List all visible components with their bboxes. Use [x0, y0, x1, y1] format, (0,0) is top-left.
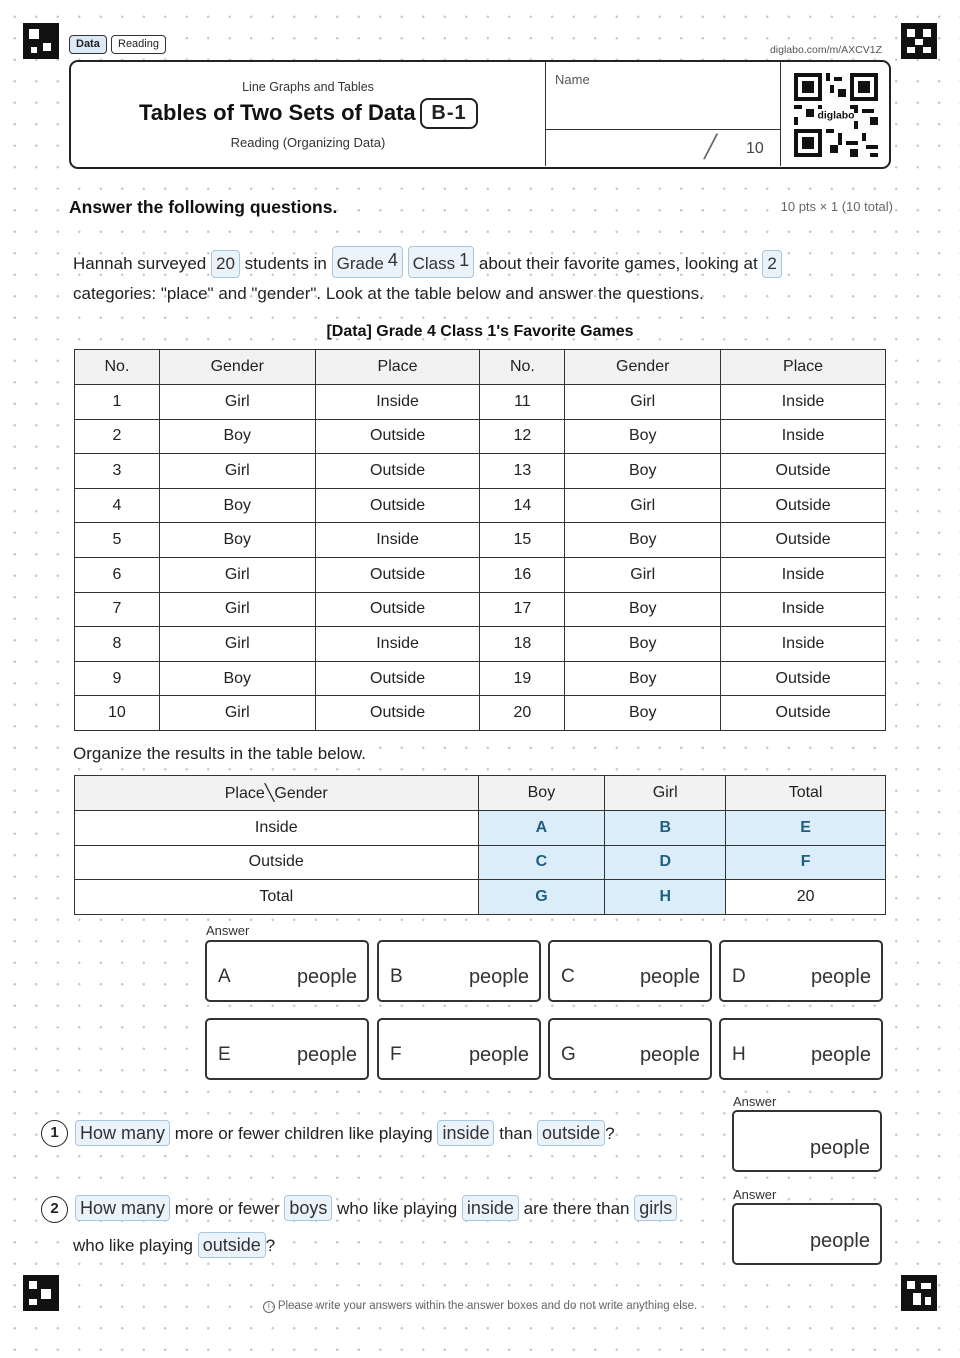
answer-box-d[interactable] [719, 940, 883, 1002]
intro-line-2: categories: "place" and "gender". Look at the table below and answer the questions. [73, 284, 704, 303]
intro-text: students in [244, 254, 327, 273]
table-row [75, 488, 886, 523]
answer-box-c[interactable] [548, 940, 712, 1002]
data-table [74, 349, 886, 731]
cell-place: Outside [721, 523, 886, 558]
qr-code-icon [794, 73, 878, 157]
cell-place: Inside [315, 627, 480, 662]
how-many-box: How many [75, 1195, 170, 1221]
col-header-gender: Gender [565, 350, 721, 385]
worksheet-header [69, 60, 891, 169]
intro-line-1 [73, 246, 782, 278]
cell-no: 9 [75, 661, 160, 696]
question-mark: ? [265, 1236, 276, 1255]
outside-box: outside [537, 1120, 605, 1146]
answer-box-letter: F [390, 1044, 402, 1065]
summary-cell-e: E [726, 811, 886, 846]
summary-row-label: Total [75, 880, 479, 915]
organize-instruction: Organize the results in the table below. [73, 744, 366, 763]
svg-text:diglabo: diglabo [817, 110, 855, 122]
score-slash: ╱ [704, 134, 718, 159]
cell-place: Outside [315, 419, 480, 454]
worksheet-category: Reading (Organizing Data) [230, 135, 386, 150]
summary-header-total: Total [726, 776, 886, 811]
summary-row-total [75, 880, 886, 915]
answer-box-e[interactable] [205, 1018, 369, 1080]
cell-place: Inside [721, 419, 886, 454]
cell-gender: Girl [159, 627, 315, 662]
cell-no: 20 [480, 696, 565, 731]
cell-no: 17 [480, 592, 565, 627]
cell-place: Outside [315, 592, 480, 627]
summary-row-outside [75, 845, 886, 880]
score-max: 10 [746, 140, 764, 157]
question-text: who like playing [73, 1236, 194, 1255]
table-row [75, 523, 886, 558]
cell-gender: Boy [565, 696, 721, 731]
answer-unit: people [296, 1044, 357, 1066]
cell-no: 10 [75, 696, 160, 731]
cell-place: Outside [315, 454, 480, 489]
name-score-area [545, 62, 781, 166]
summary-row-label: Outside [75, 845, 479, 880]
cell-no: 19 [480, 661, 565, 696]
question-2-text-line-1 [75, 1195, 677, 1221]
answer-unit: people [468, 966, 529, 988]
question-text: who like playing [337, 1199, 458, 1218]
answer-box-letter: A [218, 966, 231, 987]
cell-gender: Boy [565, 661, 721, 696]
table-row [75, 385, 886, 420]
cell-gender: Boy [159, 523, 315, 558]
table-row [75, 661, 886, 696]
cell-gender: Boy [565, 419, 721, 454]
intro-text: about their favorite games, looking at [478, 254, 758, 273]
answer-box-h[interactable] [719, 1018, 883, 1080]
inside-box: inside [462, 1195, 519, 1221]
cell-gender: Boy [565, 592, 721, 627]
table-row [75, 592, 886, 627]
answer-label: Answer [206, 923, 250, 938]
corner-marker-top-left [23, 23, 59, 59]
footer-text: Please write your answers within the answer boxes and do not write anything else. [277, 1300, 698, 1312]
table-row [75, 557, 886, 592]
cell-no: 13 [480, 454, 565, 489]
answer-box-letter: G [561, 1044, 576, 1065]
answer-unit: people [809, 1230, 870, 1252]
summary-row-inside [75, 811, 886, 846]
cell-gender: Girl [159, 454, 315, 489]
intro-text: Hannah surveyed [73, 254, 207, 273]
answer-box-a[interactable] [205, 940, 369, 1002]
tag-data[interactable]: Data [69, 35, 107, 54]
summary-cell-g: G [478, 880, 605, 915]
answer-unit: people [468, 1044, 529, 1066]
col-header-no: No. [480, 350, 565, 385]
cell-gender: Girl [565, 557, 721, 592]
cell-place: Inside [315, 385, 480, 420]
answer-box-letter: D [732, 966, 746, 987]
how-many-box: How many [75, 1120, 170, 1146]
cell-place: Inside [721, 557, 886, 592]
answer-box-letter: H [732, 1044, 746, 1065]
summary-cell-c: C [478, 845, 605, 880]
cell-no: 7 [75, 592, 160, 627]
cell-no: 8 [75, 627, 160, 662]
categories-count-box: 2 [762, 250, 781, 278]
corner-marker-top-right [901, 23, 937, 59]
data-table-caption: [Data] Grade 4 Class 1's Favorite Games [326, 323, 634, 340]
cell-place: Outside [315, 661, 480, 696]
cell-place: Inside [721, 627, 886, 662]
instructions-heading: Answer the following questions. [69, 197, 338, 217]
cell-no: 15 [480, 523, 565, 558]
table-row [75, 627, 886, 662]
footer-note [0, 1300, 960, 1313]
cell-gender: Girl [159, 696, 315, 731]
cell-place: Outside [721, 454, 886, 489]
cell-gender: Girl [159, 592, 315, 627]
table-row [75, 454, 886, 489]
q2-answer-box[interactable] [732, 1203, 882, 1265]
cell-place: Outside [721, 488, 886, 523]
summary-cell-d: D [605, 845, 726, 880]
summary-cell-f: F [726, 845, 886, 880]
cell-no: 6 [75, 557, 160, 592]
summary-table [74, 775, 886, 915]
col-header-gender: Gender [159, 350, 315, 385]
answer-unit: people [810, 1044, 871, 1066]
col-header-no: No. [75, 350, 160, 385]
summary-cell-b: B [605, 811, 726, 846]
answer-box-f[interactable] [377, 1018, 541, 1080]
answer-box-letter: B [390, 966, 403, 987]
cell-no: 2 [75, 419, 160, 454]
worksheet-title: Tables of Two Sets of Data [139, 100, 416, 125]
cell-no: 12 [480, 419, 565, 454]
answer-box-g[interactable] [548, 1018, 712, 1080]
cell-gender: Boy [565, 523, 721, 558]
answer-unit: people [639, 1044, 700, 1066]
question-1-number: 1 [41, 1120, 68, 1147]
points-info: 10 pts × 1 (10 total) [780, 199, 893, 214]
info-icon: ! [263, 1301, 275, 1313]
cell-gender: Girl [565, 488, 721, 523]
students-count-box: 20 [211, 250, 240, 278]
cell-gender: Boy [159, 661, 315, 696]
col-header-place: Place [721, 350, 886, 385]
q1-answer-box[interactable] [732, 1110, 882, 1172]
cell-place: Inside [315, 523, 480, 558]
q2-answer-label: Answer [733, 1187, 777, 1202]
cell-gender: Girl [565, 385, 721, 420]
inside-box: inside [437, 1120, 494, 1146]
answer-box-letter: C [561, 966, 575, 987]
summary-cell-a: A [478, 811, 605, 846]
question-text: than [499, 1124, 533, 1143]
cell-place: Outside [315, 557, 480, 592]
cell-no: 14 [480, 488, 565, 523]
cell-no: 3 [75, 454, 160, 489]
question-text: are there than [523, 1199, 630, 1218]
cell-place: Outside [721, 696, 886, 731]
header-title-area [71, 62, 545, 166]
tag-reading[interactable]: Reading [111, 35, 166, 54]
name-label: Name [555, 72, 590, 87]
answer-unit: people [296, 966, 357, 988]
cell-gender: Girl [159, 557, 315, 592]
worksheet-code: B-1 [420, 98, 478, 129]
boys-box: boys [284, 1195, 332, 1221]
cell-no: 1 [75, 385, 160, 420]
outside-box: outside [198, 1232, 266, 1258]
cell-place: Outside [315, 488, 480, 523]
cell-no: 18 [480, 627, 565, 662]
answer-box-b[interactable] [377, 940, 541, 1002]
cell-place: Outside [721, 661, 886, 696]
girls-box: girls [634, 1195, 677, 1221]
cell-no: 4 [75, 488, 160, 523]
cell-place: Inside [721, 385, 886, 420]
class-box: Class $^1$ [408, 246, 475, 278]
summary-cell-h: H [605, 880, 726, 915]
question-2-text-line-2 [73, 1232, 275, 1258]
cell-no: 5 [75, 523, 160, 558]
col-header-place: Place [315, 350, 480, 385]
worksheet-url: diglabo.com/m/AXCV1Z [769, 44, 882, 56]
cell-place: Outside [315, 696, 480, 731]
cell-place: Inside [721, 592, 886, 627]
answer-unit: people [639, 966, 700, 988]
summary-header-boy: Boy [478, 776, 605, 811]
grade-box: Grade $^4$ [332, 246, 403, 278]
cell-gender: Boy [565, 627, 721, 662]
table-row [75, 419, 886, 454]
cell-gender: Boy [565, 454, 721, 489]
unit-subtitle: Line Graphs and Tables [242, 80, 374, 94]
table-row [75, 696, 886, 731]
answer-unit: people [809, 1137, 870, 1159]
summary-row-label: Inside [75, 811, 479, 846]
question-mark: ? [605, 1124, 615, 1143]
q1-answer-label: Answer [733, 1094, 777, 1109]
cell-gender: Boy [159, 488, 315, 523]
cell-gender: Girl [159, 385, 315, 420]
question-text: more or fewer children like playing [174, 1124, 433, 1143]
answer-unit: people [810, 966, 871, 988]
question-1-text [75, 1120, 615, 1146]
question-text: more or fewer [174, 1199, 280, 1218]
summary-corner-header: Place╲Gender [75, 776, 479, 811]
cell-no: 16 [480, 557, 565, 592]
cell-gender: Boy [159, 419, 315, 454]
summary-grand-total: 20 [726, 880, 886, 915]
cell-no: 11 [480, 385, 565, 420]
summary-header-girl: Girl [605, 776, 726, 811]
answer-box-letter: E [218, 1044, 231, 1065]
question-2-number: 2 [41, 1196, 68, 1223]
